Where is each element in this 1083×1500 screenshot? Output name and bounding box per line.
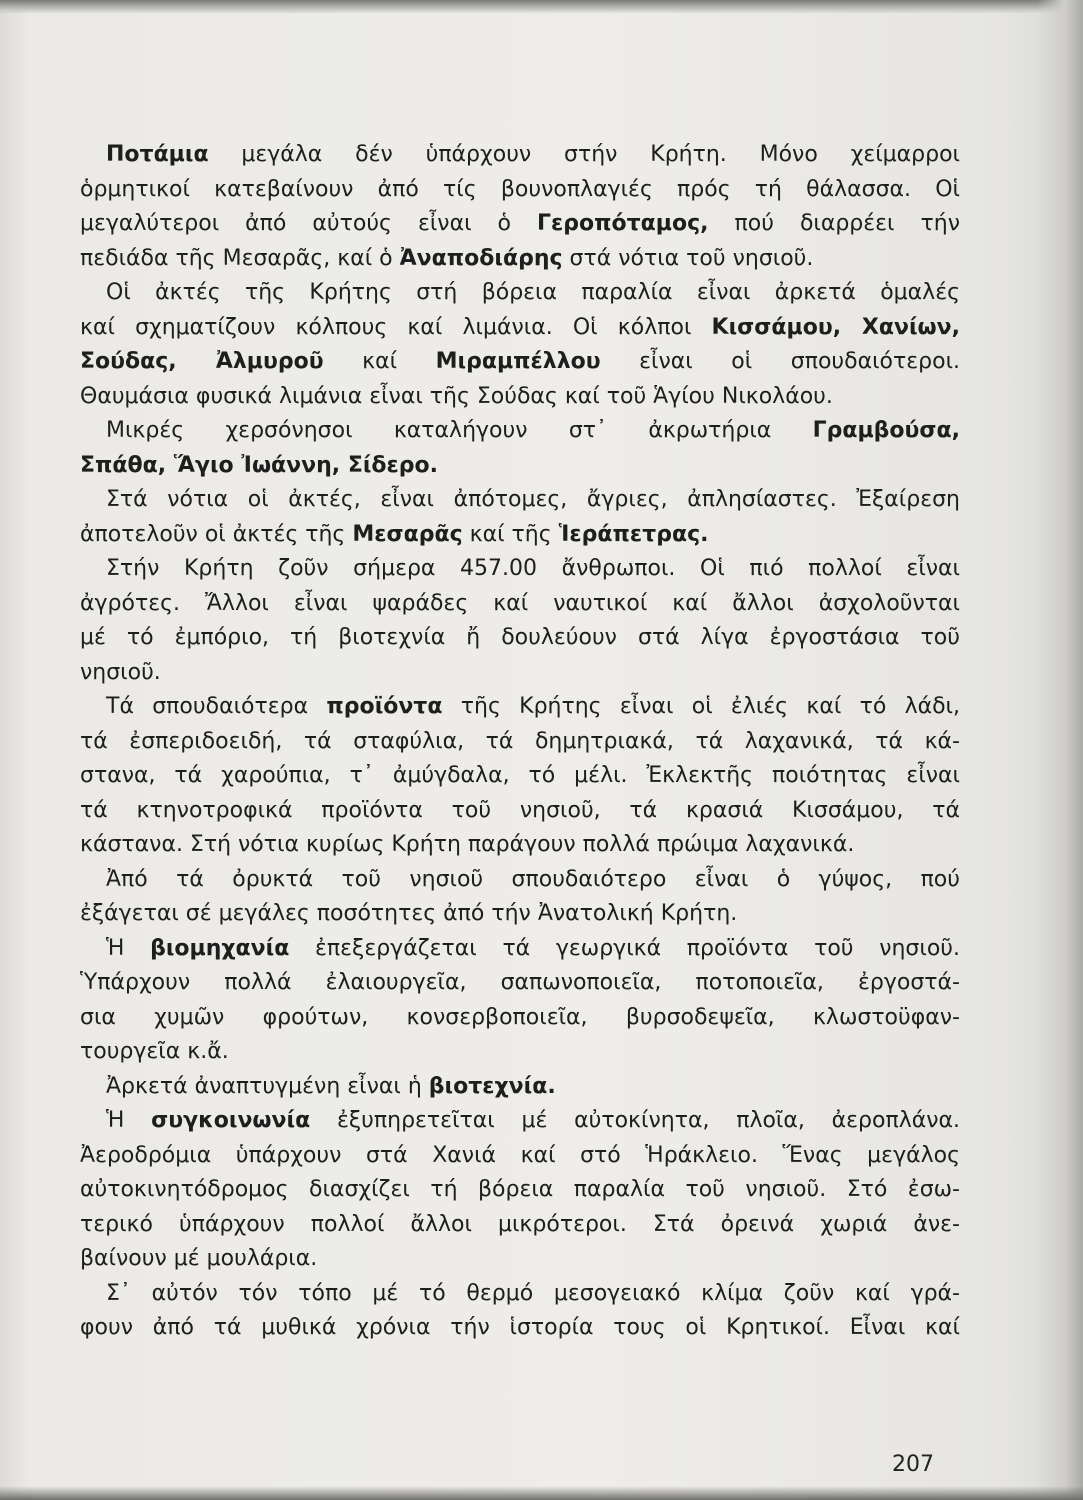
text-line <box>80 725 960 760</box>
text-line <box>80 1139 960 1174</box>
text-run: πού διαρρέει τήν <box>708 211 960 236</box>
text-run: κάστανα. Στή νότια κυρίως Κρήτη παράγουν πολλά πρώιμα λαχανικά. <box>80 832 855 857</box>
text-line <box>80 863 960 898</box>
text-line <box>80 1242 960 1277</box>
text-run: Στά νότια οἱ ἀκτές, εἶναι ἀπότομες, ἄγριες, ἀπλησίαστες. Ἐξαίρεση <box>106 487 960 512</box>
text-line <box>80 828 960 863</box>
text-line <box>80 449 960 484</box>
text-run: Ἀεροδρόμια ὑπάρχουν στά Χανιά καί στό Ἡράκλειο. Ἕνας μεγάλος <box>80 1142 960 1168</box>
text-run: ἐξυπηρετεῖται μέ αὐτοκίνητα, πλοῖα, ἀεροπλάνα. <box>310 1108 961 1133</box>
text-run: βαίνουν μέ μουλάρια. <box>80 1246 318 1271</box>
text-line <box>80 932 960 967</box>
text-run: ἀγρότες. Ἄλλοι εἶναι ψαράδες καί ναυτικοί καί ἄλλοι ἀσχολοῦνται <box>80 590 960 616</box>
text-line <box>80 380 960 415</box>
text-line <box>80 1001 960 1036</box>
text-run: Σ᾿ αὐτόν τόν τόπο μέ τό θερμό μεσογειακό κλίμα ζοῦν καί γρά- <box>106 1280 960 1306</box>
scan-bottom-shadow <box>0 1486 1083 1500</box>
text-run: πεδιάδα τῆς Μεσαρᾶς, καί ὁ <box>80 245 400 271</box>
body-text <box>80 138 960 1346</box>
text-line <box>80 242 960 277</box>
bold-term: Ἱεράπετρας. <box>558 521 709 547</box>
text-run: ἀποτελοῦν οἱ ἀκτές τῆς <box>80 521 353 547</box>
text-line <box>80 1035 960 1070</box>
page-number: 207 <box>892 1452 934 1477</box>
bold-term: Ἀναποδιάρης <box>399 245 563 271</box>
text-run: νησιοῦ. <box>80 659 161 685</box>
bold-term: Σπάθα, Ἅγιο Ἰωάννη, Σίδερο. <box>80 452 439 478</box>
text-run: τά κτηνοτροφικά προϊόντα τοῦ νησιοῦ, τά κρασιά Κισσάμου, τά <box>80 797 960 823</box>
text-run: Τά σπουδαιότερα <box>106 694 327 719</box>
text-line <box>80 656 960 691</box>
text-line <box>80 518 960 553</box>
bold-term: Μεσαρᾶς <box>352 521 463 547</box>
text-run: καί σχηματίζουν κόλπους καί λιμάνια. Οἱ κόλποι <box>80 314 712 340</box>
text-line <box>80 794 960 829</box>
text-run: Στήν Κρήτη ζοῦν σήμερα 457.00 ἄνθρωποι. Οἱ πιό πολλοί εἶναι <box>106 556 960 581</box>
text-run: εἶναι οἱ σπουδαιότεροι. <box>600 349 961 374</box>
text-line <box>80 1173 960 1208</box>
text-line <box>80 587 960 622</box>
text-run: ἐπεξεργάζεται τά γεωργικά προϊόντα τοῦ νησιοῦ. <box>289 935 961 961</box>
text-line <box>80 1208 960 1243</box>
text-run: φουν ἀπό τά μυθικά χρόνια τήν ἱστορία τους οἱ Κρητικοί. Εἶναι καί <box>80 1315 960 1340</box>
text-run: στανα, τά χαρούπια, τ᾿ ἀμύγδαλα, τό μέλι. Ἐκλεκτῆς ποιότητας εἶναι <box>80 763 960 788</box>
text-line <box>80 173 960 208</box>
bold-term: Ποτάμια <box>106 142 209 167</box>
text-run: τά ἐσπεριδοειδή, τά σταφύλια, τά δημητριακά, τά λαχανικά, τά κά- <box>80 728 960 754</box>
text-run: καί <box>323 349 436 374</box>
text-run: Ἡ <box>106 935 151 961</box>
text-line <box>80 414 960 449</box>
text-run: καί τῆς <box>462 521 559 547</box>
text-line <box>80 690 960 725</box>
text-run: Ἀπό τά ὀρυκτά τοῦ νησιοῦ σπουδαιότερο εἶναι ὁ γύψος, πού <box>106 866 960 892</box>
text-line <box>80 1277 960 1312</box>
text-run: τῆς Κρήτης εἶναι οἱ ἐλιές καί τό λάδι, <box>442 694 960 719</box>
bold-term: Γεροπόταμος, <box>537 211 709 236</box>
text-run: αὐτοκινητόδρομος διασχίζει τή βόρεια παραλία τοῦ νησιοῦ. Στό ἐσω- <box>80 1177 960 1202</box>
text-line <box>80 483 960 518</box>
text-line <box>80 759 960 794</box>
bold-term: Γραμβούσα, <box>812 418 960 443</box>
text-line <box>80 1104 960 1139</box>
text-line <box>80 311 960 346</box>
text-run: μεγαλύτεροι ἀπό αὐτούς εἶναι ὁ <box>80 211 537 236</box>
text-line <box>80 552 960 587</box>
text-run: Ὑπάρχουν πολλά ἐλαιουργεῖα, σαπωνοποιεῖα, ποτοποιεῖα, ἐργοστά- <box>80 970 960 995</box>
text-run: ἐξάγεται σέ μεγάλες ποσότητες ἀπό τήν Ἀνατολική Κρήτη. <box>80 901 738 926</box>
text-line <box>80 897 960 932</box>
bold-term: συγκοινωνία <box>151 1108 311 1133</box>
text-line <box>80 276 960 311</box>
text-run: σια χυμῶν φρούτων, κονσερβοποιεῖα, βυρσοδεψεῖα, κλωστοϋφαν- <box>80 1004 960 1030</box>
scan-right-shadow <box>1037 0 1083 1500</box>
scan-top-shadow <box>0 0 1083 14</box>
text-run: μεγάλα δέν ὑπάρχουν στήν Κρήτη. Μόνο χείμαρροι <box>208 142 960 167</box>
text-run: τερικό ὑπάρχουν πολλοί ἄλλοι μικρότεροι. Στά ὀρεινά χωριά ἀνε- <box>80 1211 960 1237</box>
bold-term: Μιραμπέλλου <box>435 349 601 374</box>
text-run: στά νότια τοῦ νησιοῦ. <box>562 245 814 271</box>
text-run: Ἡ <box>106 1108 152 1133</box>
text-line <box>80 966 960 1001</box>
text-line <box>80 345 960 380</box>
text-run: μέ τό ἐμπόριο, τή βιοτεχνία ἤ δουλεύουν στά λίγα ἐργοστάσια τοῦ <box>80 625 960 650</box>
text-run: τουργεῖα κ.ἄ. <box>80 1039 229 1064</box>
text-line <box>80 621 960 656</box>
bold-term: προϊόντα <box>326 694 443 719</box>
text-run: Ἀρκετά ἀναπτυγμένη εἶναι ἡ <box>106 1073 429 1099</box>
bold-term: βιομηχανία <box>150 935 290 961</box>
text-line <box>80 1070 960 1105</box>
text-run: Θαυμάσια φυσικά λιμάνια εἶναι τῆς Σούδας καί τοῦ Ἁγίου Νικολάου. <box>80 383 833 409</box>
text-run: Οἱ ἀκτές τῆς Κρήτης στή βόρεια παραλία εἶναι ἀρκετά ὁμαλές <box>106 280 960 305</box>
bold-term: βιοτεχνία. <box>428 1073 556 1099</box>
bold-term: Κισσάμου, Χανίων, <box>711 314 960 340</box>
text-line <box>80 1311 960 1346</box>
bold-term: Σούδας, Ἀλμυροῦ <box>80 349 324 374</box>
text-line <box>80 138 960 173</box>
text-run: Μικρές χερσόνησοι καταλήγουν στ᾿ ἀκρωτήρια <box>106 418 813 443</box>
text-run: ὁρμητικοί κατεβαίνουν ἀπό τίς βουνοπλαγιές πρός τή θάλασσα. Οἱ <box>80 176 960 202</box>
text-line <box>80 207 960 242</box>
